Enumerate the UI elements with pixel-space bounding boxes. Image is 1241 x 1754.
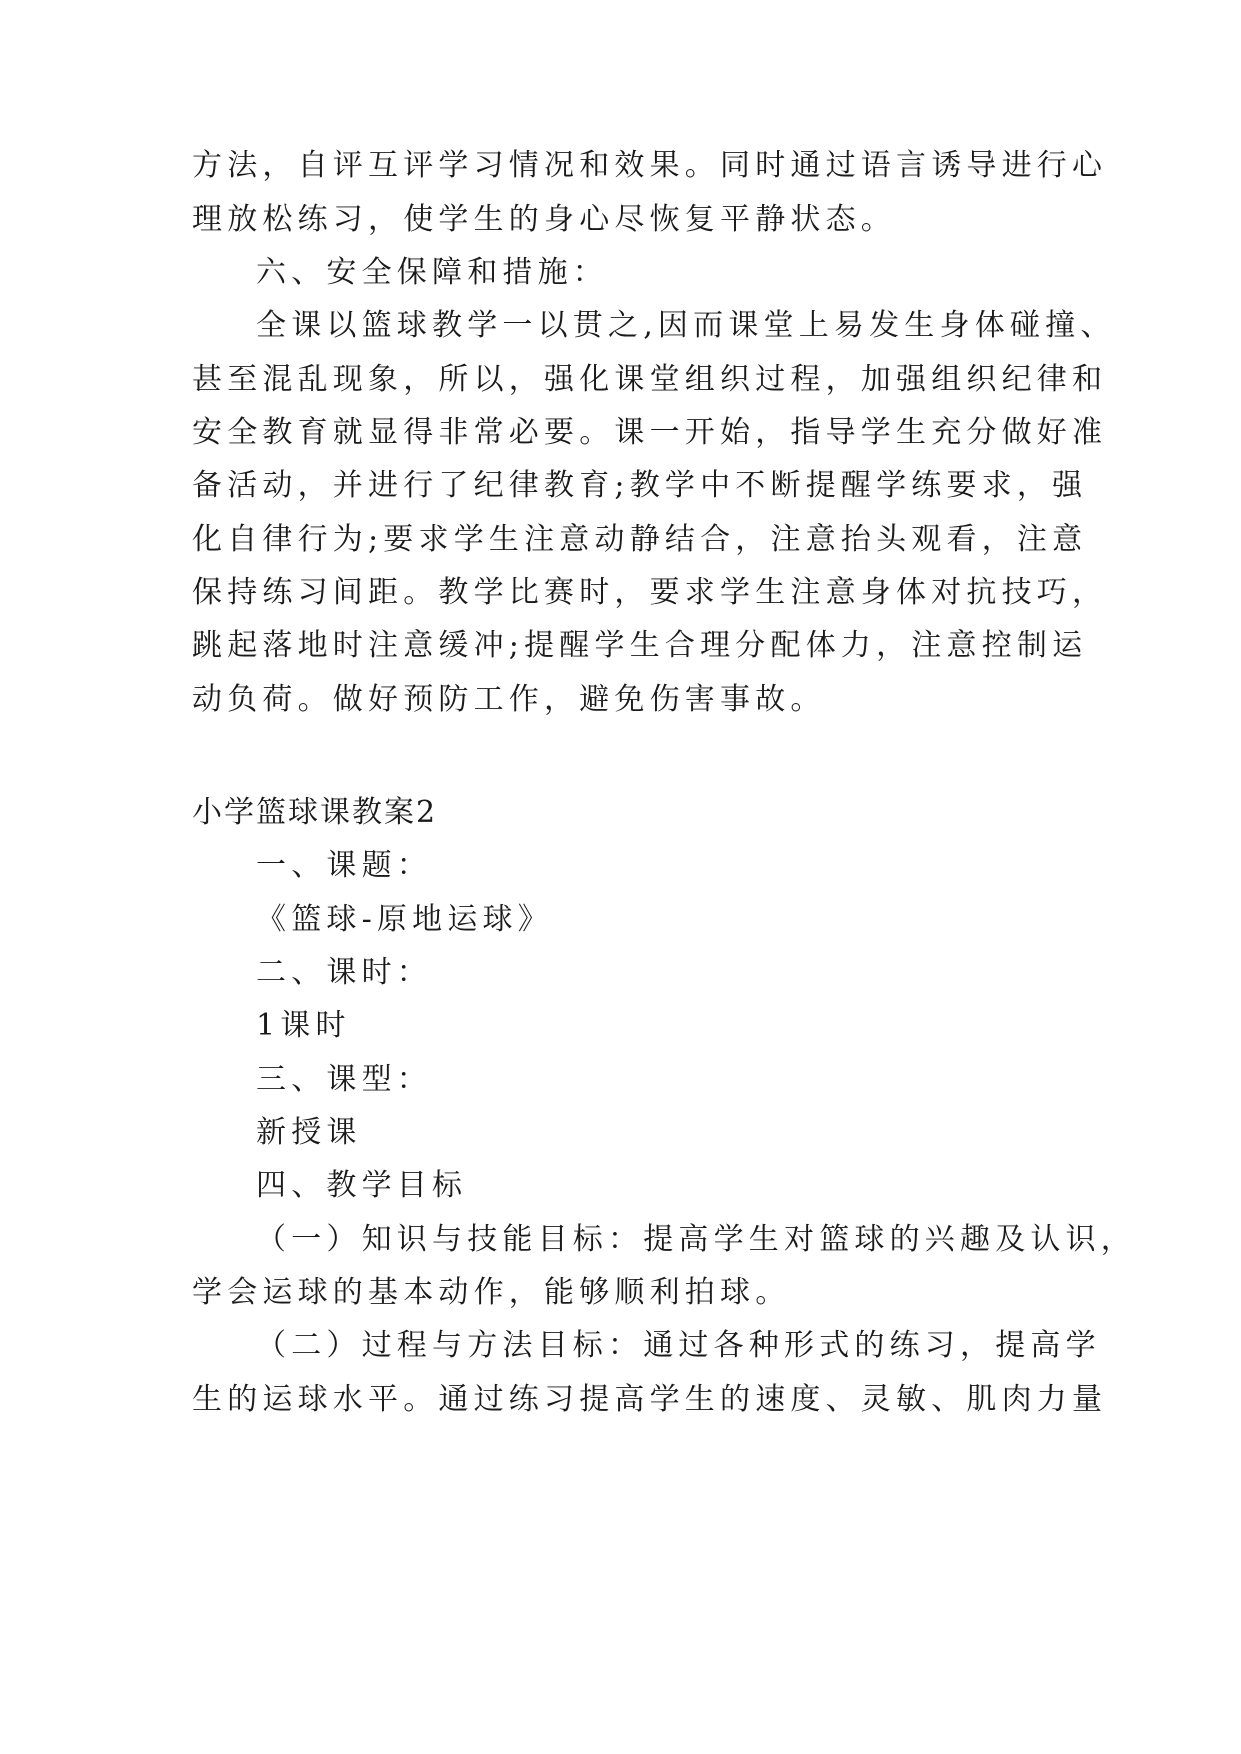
body-text-line: 动负荷。做好预防工作，避免伤害事故。 <box>192 682 826 717</box>
body-text-line: 生的运球水平。通过练习提高学生的速度、灵敏、肌肉力量 <box>192 1382 1108 1417</box>
section-heading: 三、课型： <box>256 1062 432 1097</box>
body-text-line: 跳起落地时注意缓冲;提醒学生合理分配体力，注意控制运 <box>192 628 1088 663</box>
body-text-line: 方法，自评互评学习情况和效果。同时通过语言诱导进行心 <box>192 148 1108 183</box>
section-heading: 六、安全保障和措施： <box>256 255 608 290</box>
section-heading: 四、教学目标 <box>256 1168 468 1203</box>
body-text-line: 《篮球-原地运球》 <box>256 902 553 937</box>
document-title: 小学篮球课教案2 <box>192 795 438 830</box>
body-text-line: 全课以篮球教学一以贯之,因而课堂上易发生身体碰撞、 <box>256 308 1116 343</box>
body-text-line: 1课时 <box>256 1008 351 1043</box>
body-text-line: （二）过程与方法目标：通过各种形式的练习，提高学 <box>256 1328 1101 1363</box>
body-text-line: 甚至混乱现象，所以，强化课堂组织过程，加强组织纪律和 <box>192 362 1108 397</box>
body-text-line: 学会运球的基本动作，能够顺利拍球。 <box>192 1275 791 1310</box>
body-text-line: 保持练习间距。教学比赛时，要求学生注意身体对抗技巧， <box>192 575 1108 610</box>
section-heading: 一、课题： <box>256 848 432 883</box>
body-text-line: 化自律行为;要求学生注意动静结合，注意抬头观看，注意 <box>192 522 1088 557</box>
body-text-line: 新授课 <box>256 1115 362 1150</box>
body-text-line: （一）知识与技能目标：提高学生对篮球的兴趣及认识， <box>256 1222 1136 1257</box>
body-text-line: 理放松练习，使学生的身心尽恢复平静状态。 <box>192 202 896 237</box>
section-heading: 二、课时： <box>256 955 432 990</box>
body-text-line: 安全教育就显得非常必要。课一开始，指导学生充分做好准 <box>192 415 1108 450</box>
body-text-line: 备活动，并进行了纪律教育;教学中不断提醒学练要求，强 <box>192 468 1088 503</box>
